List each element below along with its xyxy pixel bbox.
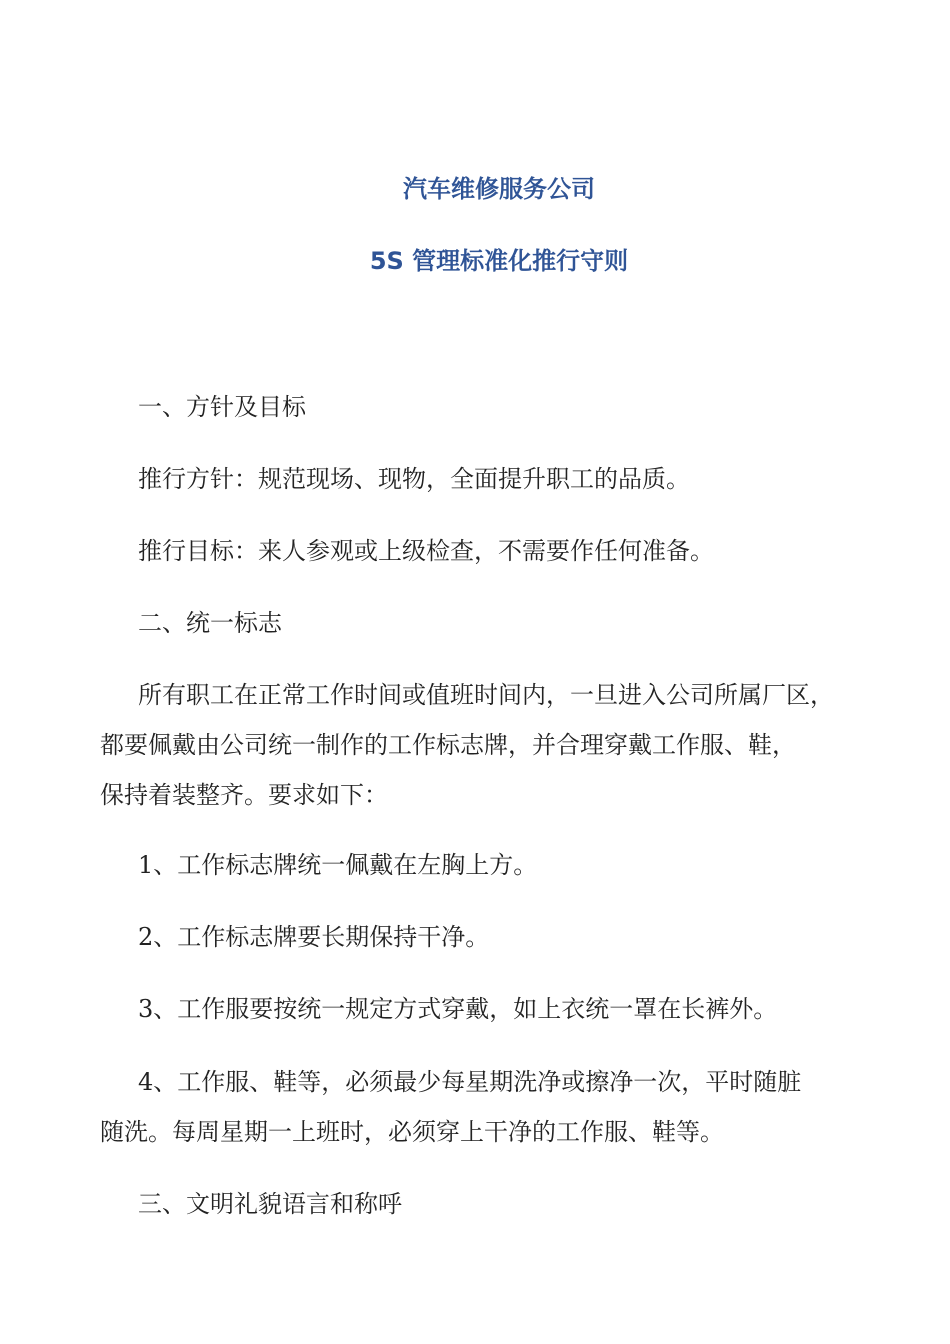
list-item-4-line1: 4、工作服、鞋等，必须最少每星期洗净或擦净一次，平时随脏 [138, 1068, 802, 1096]
policy-text: 推行方针：规范现场、现物，全面提升职工的品质。 [138, 465, 690, 493]
goal-text: 推行目标：来人参观或上级检查，不需要作任何准备。 [138, 537, 714, 565]
list-item-3: 3、工作服要按统一规定方式穿戴，如上衣统一罩在长裤外。 [138, 995, 778, 1023]
list-item-1: 1、工作标志牌统一佩戴在左胸上方。 [138, 851, 538, 879]
list-item-2: 2、工作标志牌要长期保持干净。 [138, 923, 490, 951]
list-item-4-line2: 随洗。每周星期一上班时，必须穿上干净的工作服、鞋等。 [100, 1118, 724, 1146]
section-heading-2: 二、统一标志 [138, 609, 282, 637]
section2-paragraph-line1: 所有职工在正常工作时间或值班时间内，一旦进入公司所属厂区， [138, 681, 834, 709]
section-heading-1: 一、方针及目标 [138, 393, 306, 421]
section2-paragraph-line3: 保持着装整齐。要求如下： [100, 781, 388, 809]
section2-paragraph-line2: 都要佩戴由公司统一制作的工作标志牌，并合理穿戴工作服、鞋， [100, 731, 796, 759]
section-heading-3: 三、文明礼貌语言和称呼 [138, 1190, 402, 1218]
document-title: 5S 管理标准化推行守则 [369, 247, 629, 275]
company-title: 汽车维修服务公司 [403, 175, 595, 203]
